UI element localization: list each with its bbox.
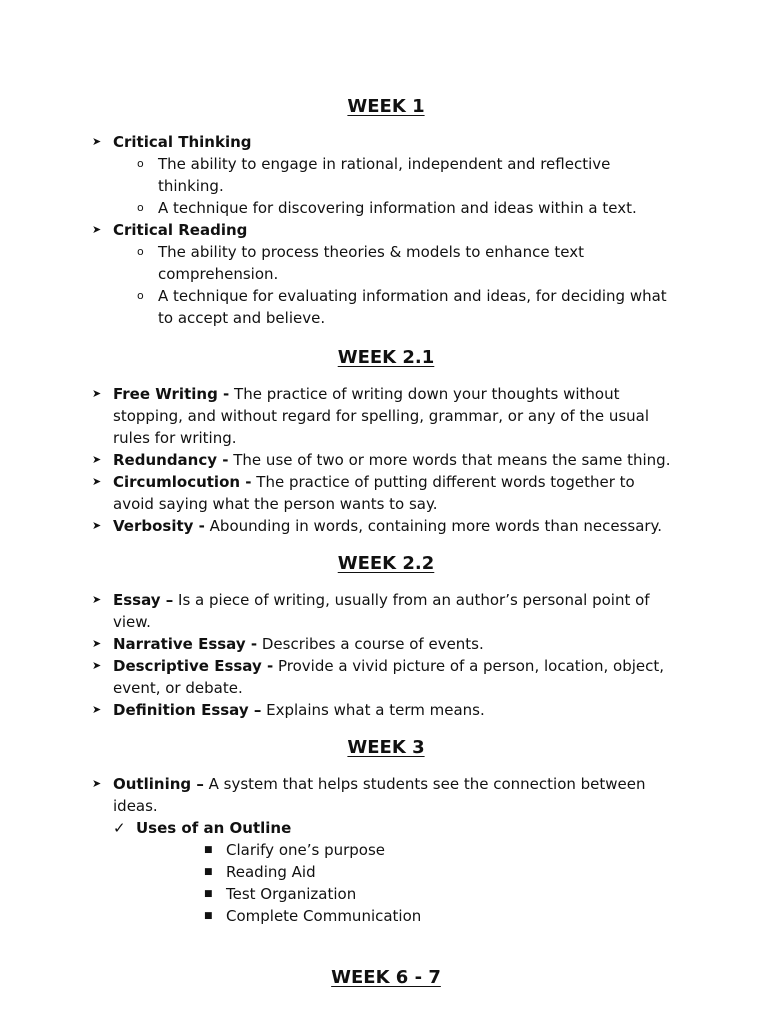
week3-section xyxy=(92,735,680,761)
sub-list-item xyxy=(113,153,680,197)
sub-item-text: A technique for discovering information and ideas within a text. xyxy=(158,199,637,217)
definition-text: Explains what a term means. xyxy=(266,701,485,719)
list-item xyxy=(92,131,680,153)
square-bullet-icon: ■ xyxy=(204,845,213,855)
term-label: Definition Essay – xyxy=(113,701,262,719)
definition-text: Abounding in words, containing more words than necessary. xyxy=(209,517,663,535)
square-bullet-icon: ■ xyxy=(204,911,213,921)
week3-list xyxy=(92,773,680,927)
list-item xyxy=(92,589,680,633)
term-label: Free Writing - xyxy=(113,385,230,403)
term-label: Critical Reading xyxy=(113,221,248,239)
term-label: Essay – xyxy=(113,591,174,609)
definition-text: Provide a vivid picture of a person, location, object, event, or debate. xyxy=(113,657,665,697)
list-item xyxy=(92,633,680,655)
list-item xyxy=(92,383,680,449)
definition-text: Describes a course of events. xyxy=(261,635,484,653)
arrow-bullet-icon: ➤ xyxy=(92,453,102,466)
term-label: Redundancy - xyxy=(113,451,229,469)
definition-text: Is a piece of writing, usually from an author’s personal point of view. xyxy=(113,591,650,631)
sub-list-item xyxy=(92,883,680,905)
circle-bullet-icon: o xyxy=(137,157,144,170)
list-item xyxy=(92,515,680,537)
term-label: Critical Thinking xyxy=(113,133,252,151)
use-item-text: Test Organization xyxy=(226,885,357,903)
sub-list-item xyxy=(92,839,680,861)
sub-list-item xyxy=(113,197,680,219)
term-label: Circumlocution - xyxy=(113,473,252,491)
week21-heading: WEEK 2.1 xyxy=(337,347,435,368)
arrow-bullet-icon: ➤ xyxy=(92,659,102,672)
list-item xyxy=(92,449,680,471)
use-item-text: Complete Communication xyxy=(226,907,422,925)
week1-heading: WEEK 1 xyxy=(347,96,425,117)
square-bullet-icon: ■ xyxy=(204,889,213,899)
arrow-bullet-icon: ➤ xyxy=(92,519,102,532)
checklist-item xyxy=(113,817,680,839)
circle-bullet-icon: o xyxy=(137,201,144,214)
checkmark-icon: ✓ xyxy=(113,819,126,837)
sub-item-text: A technique for evaluating information and ideas, for deciding what to accept and believe. xyxy=(158,287,667,327)
sub-list-item xyxy=(92,905,680,927)
arrow-bullet-icon: ➤ xyxy=(92,475,102,488)
arrow-bullet-icon: ➤ xyxy=(92,135,102,148)
arrow-bullet-icon: ➤ xyxy=(92,777,102,790)
week21-section xyxy=(92,345,680,371)
sub-item-text: The ability to process theories & models to enhance text comprehension. xyxy=(158,243,584,283)
term-label: Descriptive Essay - xyxy=(113,657,274,675)
week1-list xyxy=(92,131,680,329)
week22-heading: WEEK 2.2 xyxy=(337,553,435,574)
arrow-bullet-icon: ➤ xyxy=(92,593,102,606)
list-item xyxy=(92,471,680,515)
week21-list xyxy=(92,383,680,537)
sub-list-item xyxy=(92,861,680,883)
list-item xyxy=(92,773,680,817)
week3-heading: WEEK 3 xyxy=(347,737,425,758)
week67-heading: WEEK 6 - 7 xyxy=(331,967,441,988)
arrow-bullet-icon: ➤ xyxy=(92,223,102,236)
definition-text: The practice of writing down your thoughts without stopping, and without regard for spelling, grammar, or any of the usual rules for writing. xyxy=(113,385,650,447)
use-item-text: Clarify one’s purpose xyxy=(226,841,386,859)
circle-bullet-icon: o xyxy=(137,289,144,302)
week67-section xyxy=(92,965,680,991)
week22-section xyxy=(92,551,680,577)
sub-item-text: The ability to engage in rational, independent and reflective thinking. xyxy=(158,155,611,195)
definition-text: A system that helps students see the connection between ideas. xyxy=(113,775,646,815)
definition-text: The use of two or more words that means the same thing. xyxy=(233,451,671,469)
square-bullet-icon: ■ xyxy=(204,867,213,877)
list-item xyxy=(92,655,680,699)
list-item xyxy=(92,219,680,241)
arrow-bullet-icon: ➤ xyxy=(92,703,102,716)
sub-list-item xyxy=(113,285,680,329)
term-label: Outlining – xyxy=(113,775,204,793)
definition-text: The practice of putting different words together to avoid saying what the person wants to say. xyxy=(113,473,635,513)
uses-label: Uses of an Outline xyxy=(136,819,292,837)
term-label: Verbosity - xyxy=(113,517,205,535)
term-label: Narrative Essay - xyxy=(113,635,258,653)
week1-section xyxy=(92,94,680,120)
list-item xyxy=(92,699,680,721)
circle-bullet-icon: o xyxy=(137,245,144,258)
sub-list-item xyxy=(113,241,680,285)
use-item-text: Reading Aid xyxy=(226,863,316,881)
week22-list xyxy=(92,589,680,721)
arrow-bullet-icon: ➤ xyxy=(92,387,102,400)
arrow-bullet-icon: ➤ xyxy=(92,637,102,650)
